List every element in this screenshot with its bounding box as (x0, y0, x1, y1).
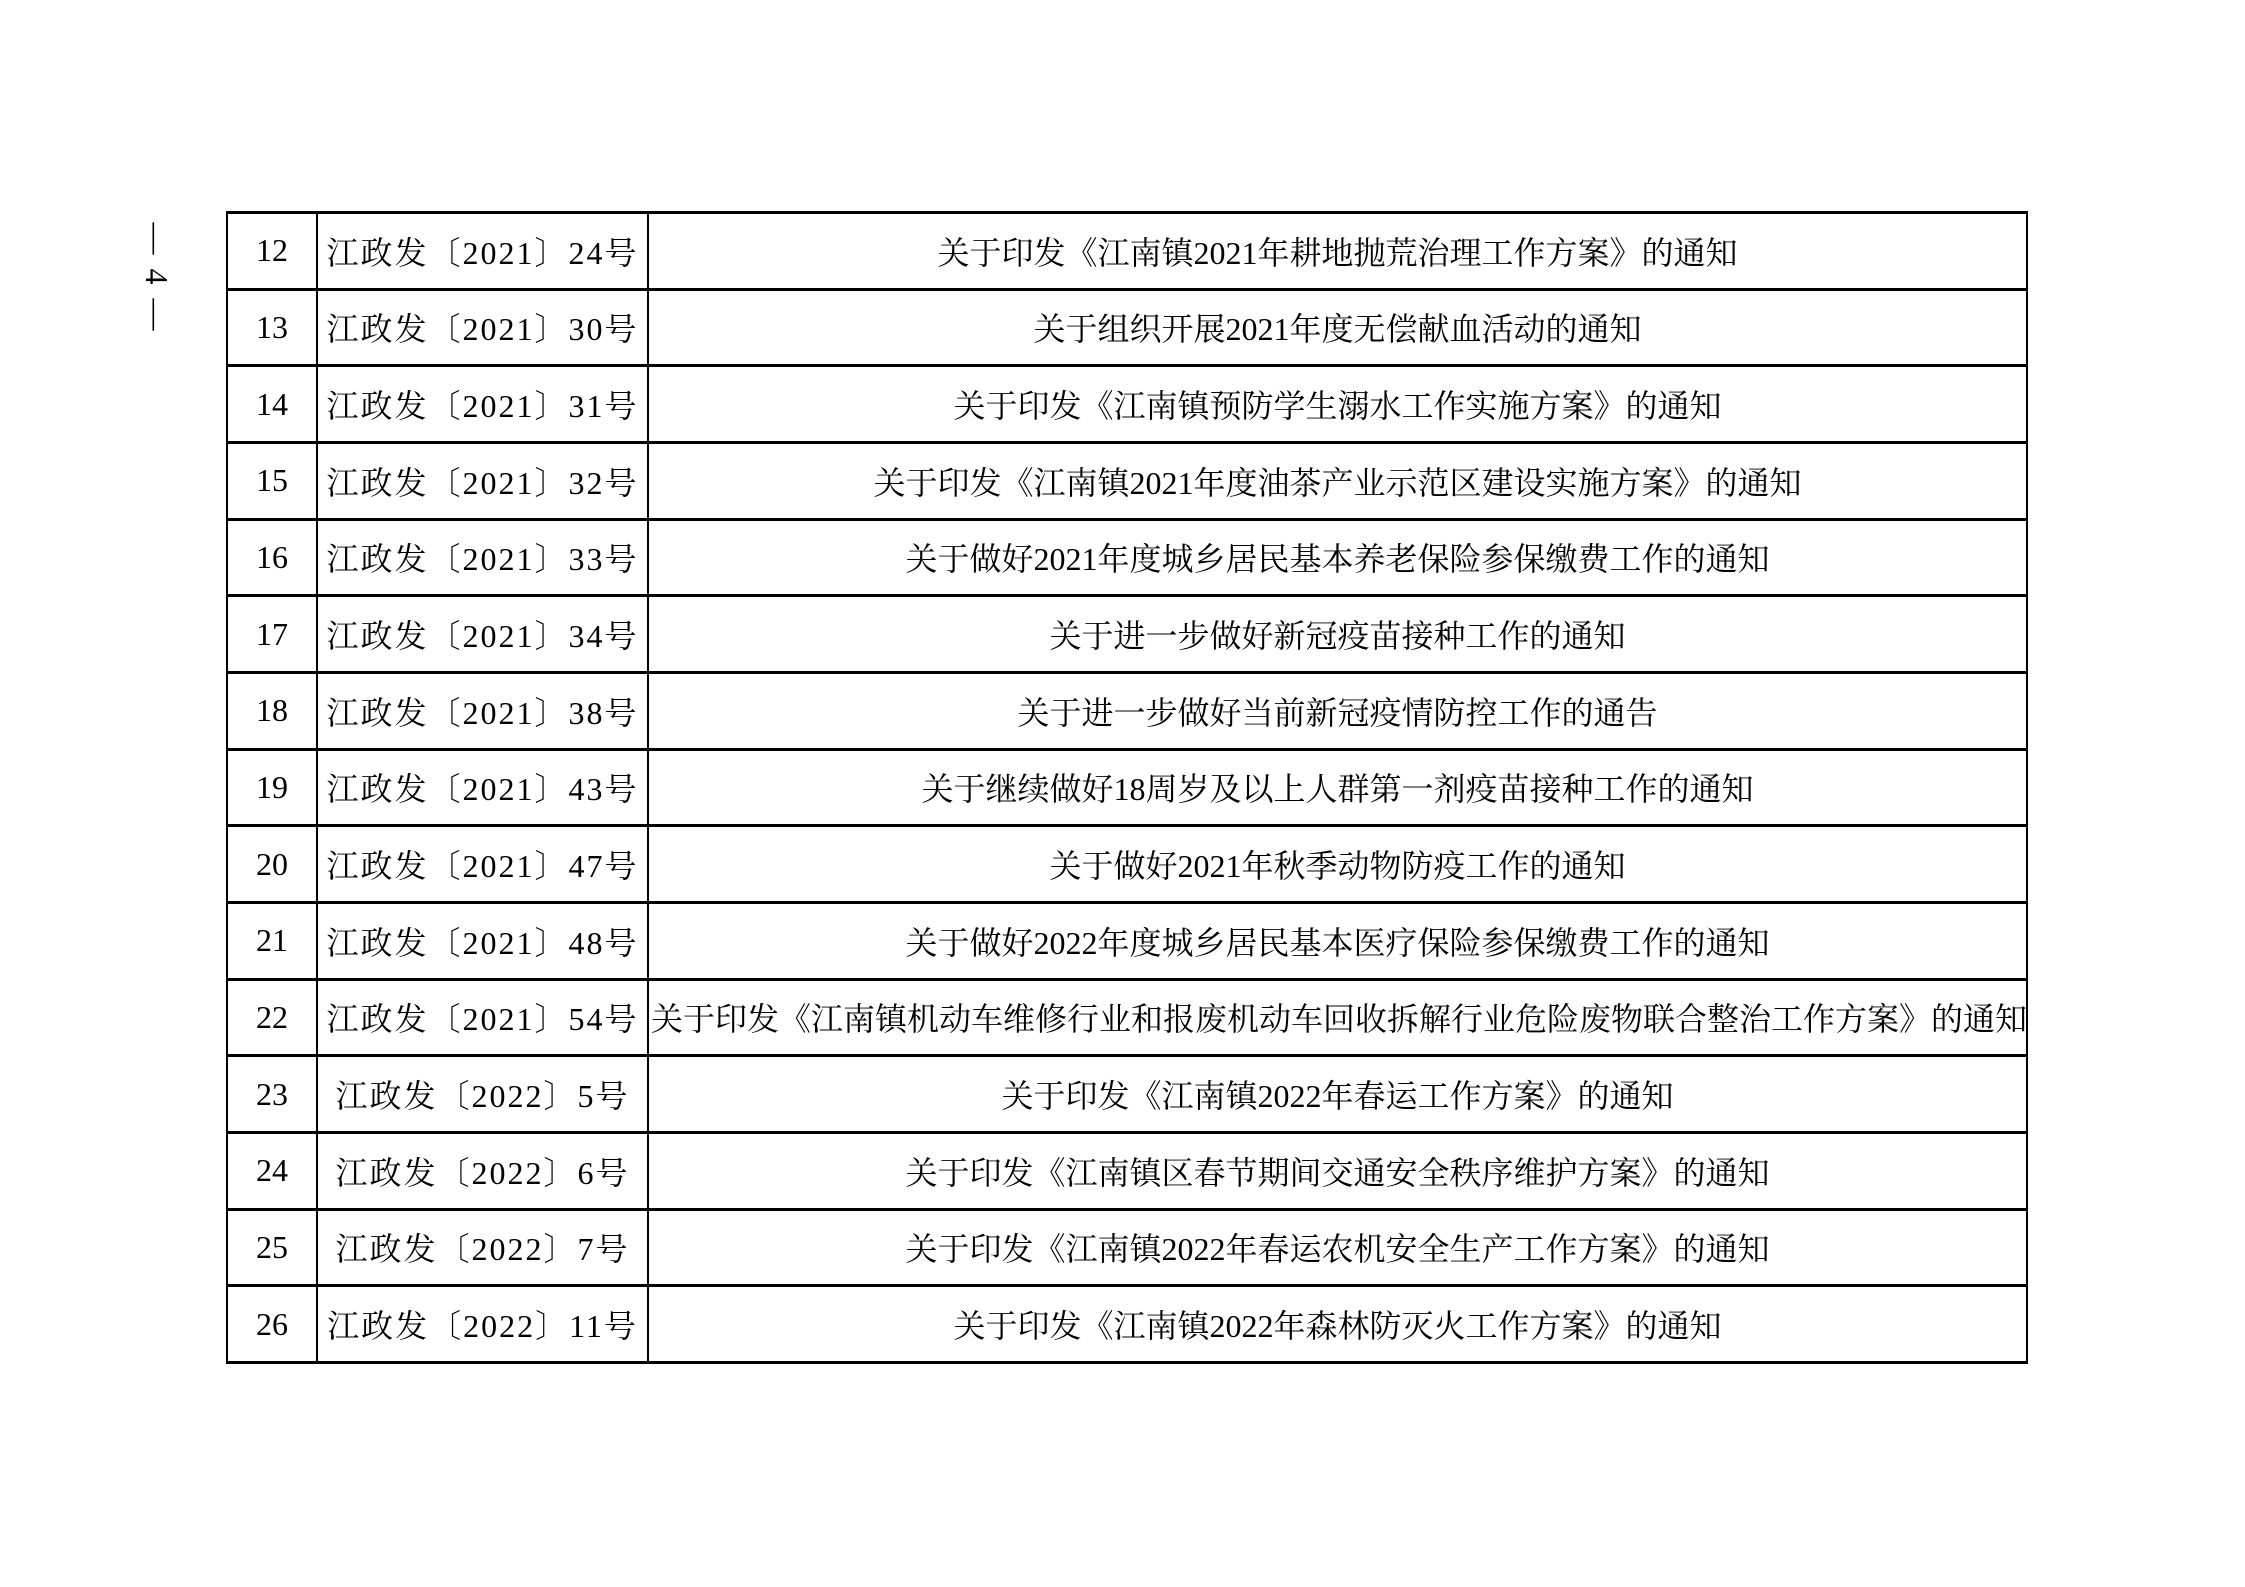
table-row (227, 979, 2027, 1056)
doc-title-cell: 关于印发《江南镇2022年春运工作方案》的通知 (648, 1056, 2027, 1133)
row-number-cell: 16 (227, 519, 317, 596)
doc-number-cell: 江政发〔2021〕31号 (317, 366, 648, 443)
row-number-cell: 23 (227, 1056, 317, 1133)
document-list-table (226, 211, 2028, 1364)
doc-number-cell: 江政发〔2021〕54号 (317, 979, 648, 1056)
doc-title-cell: 关于继续做好18周岁及以上人群第一剂疫苗接种工作的通知 (648, 749, 2027, 826)
table-row (227, 1132, 2027, 1209)
doc-number-cell: 江政发〔2021〕32号 (317, 442, 648, 519)
table-row (227, 902, 2027, 979)
doc-title-cell: 关于组织开展2021年度无偿献血活动的通知 (648, 289, 2027, 366)
doc-title-cell: 关于印发《江南镇机动车维修行业和报废机动车回收拆解行业危险废物联合整治工作方案》的通知 (648, 979, 2027, 1056)
doc-number-cell: 江政发〔2022〕7号 (317, 1209, 648, 1286)
row-number-cell: 25 (227, 1209, 317, 1286)
doc-number-cell: 江政发〔2021〕30号 (317, 289, 648, 366)
table-row (227, 366, 2027, 443)
doc-title-cell: 关于印发《江南镇2022年春运农机安全生产工作方案》的通知 (648, 1209, 2027, 1286)
doc-number-cell: 江政发〔2021〕38号 (317, 672, 648, 749)
doc-title-cell: 关于进一步做好当前新冠疫情防控工作的通告 (648, 672, 2027, 749)
doc-title-cell: 关于进一步做好新冠疫苗接种工作的通知 (648, 596, 2027, 673)
doc-title-cell: 关于印发《江南镇区春节期间交通安全秩序维护方案》的通知 (648, 1132, 2027, 1209)
doc-title-cell: 关于做好2022年度城乡居民基本医疗保险参保缴费工作的通知 (648, 902, 2027, 979)
doc-number-cell: 江政发〔2021〕47号 (317, 826, 648, 903)
doc-title-cell: 关于印发《江南镇2021年度油茶产业示范区建设实施方案》的通知 (648, 442, 2027, 519)
table-row (227, 1286, 2027, 1363)
row-number-cell: 14 (227, 366, 317, 443)
row-number-cell: 26 (227, 1286, 317, 1363)
doc-title-cell: 关于做好2021年度城乡居民基本养老保险参保缴费工作的通知 (648, 519, 2027, 596)
doc-number-cell: 江政发〔2021〕33号 (317, 519, 648, 596)
table-row (227, 749, 2027, 826)
page-number: — 4 — (139, 222, 175, 334)
doc-title-cell: 关于印发《江南镇2022年森林防灭火工作方案》的通知 (648, 1286, 2027, 1363)
row-number-cell: 24 (227, 1132, 317, 1209)
table-row (227, 826, 2027, 903)
row-number-cell: 17 (227, 596, 317, 673)
row-number-cell: 22 (227, 979, 317, 1056)
table-row (227, 1056, 2027, 1133)
table-row (227, 519, 2027, 596)
table-row (227, 213, 2027, 290)
doc-number-cell: 江政发〔2021〕34号 (317, 596, 648, 673)
row-number-cell: 19 (227, 749, 317, 826)
row-number-cell: 15 (227, 442, 317, 519)
doc-title-cell: 关于印发《江南镇预防学生溺水工作实施方案》的通知 (648, 366, 2027, 443)
table-row (227, 1209, 2027, 1286)
doc-number-cell: 江政发〔2021〕48号 (317, 902, 648, 979)
doc-number-cell: 江政发〔2021〕43号 (317, 749, 648, 826)
table-row (227, 596, 2027, 673)
table-row (227, 442, 2027, 519)
row-number-cell: 20 (227, 826, 317, 903)
table-row (227, 289, 2027, 366)
doc-number-cell: 江政发〔2022〕5号 (317, 1056, 648, 1133)
row-number-cell: 13 (227, 289, 317, 366)
doc-title-cell: 关于做好2021年秋季动物防疫工作的通知 (648, 826, 2027, 903)
doc-title-cell: 关于印发《江南镇2021年耕地抛荒治理工作方案》的通知 (648, 213, 2027, 290)
row-number-cell: 21 (227, 902, 317, 979)
table-row (227, 672, 2027, 749)
doc-number-cell: 江政发〔2021〕24号 (317, 213, 648, 290)
row-number-cell: 12 (227, 213, 317, 290)
doc-number-cell: 江政发〔2022〕6号 (317, 1132, 648, 1209)
row-number-cell: 18 (227, 672, 317, 749)
doc-number-cell: 江政发〔2022〕11号 (317, 1286, 648, 1363)
